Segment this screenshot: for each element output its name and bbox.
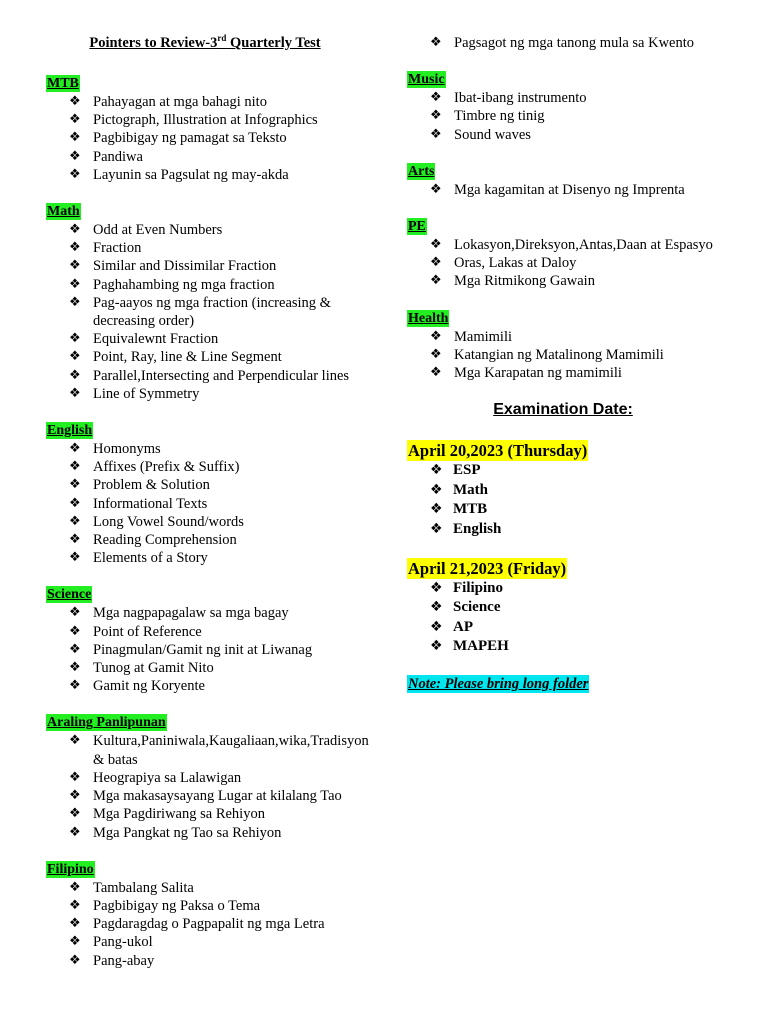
list-item-text: Lokasyon,Direksyon,Antas,Daan at Espasyo	[454, 237, 713, 254]
list-item-text: Pictograph, Illustration at Infographics	[93, 112, 318, 129]
list-item	[46, 166, 376, 184]
list-item-text: Equivalewnt Fraction	[93, 331, 219, 348]
diamond-bullet-icon: ❖	[430, 237, 442, 253]
continued-list	[407, 34, 747, 52]
list-item-text: Reading Comprehension	[93, 532, 237, 549]
list-item-text: Fraction	[93, 240, 142, 257]
diamond-bullet-icon: ❖	[69, 166, 81, 182]
diamond-bullet-icon: ❖	[69, 495, 81, 511]
list-item-text: Pang-ukol	[93, 934, 153, 951]
list-item-text: Heograpiya sa Lalawigan	[93, 769, 242, 786]
section-english	[46, 421, 376, 567]
list-item-text: Pag-aayos ng mga fraction (increasing & decreasing order)	[93, 294, 331, 330]
diamond-bullet-icon: ❖	[69, 294, 81, 310]
diamond-bullet-icon: ❖	[430, 346, 442, 362]
exam-subject-item	[407, 481, 747, 501]
note-row	[407, 675, 747, 693]
list-item	[46, 769, 376, 787]
section-heading: MTB	[47, 76, 79, 91]
exam-subject-text: MAPEH	[453, 638, 509, 655]
list-item-text: Odd at Even Numbers	[93, 222, 223, 239]
exam-subject-text: Science	[453, 599, 501, 616]
list-item	[407, 181, 747, 199]
diamond-bullet-icon: ❖	[69, 806, 81, 822]
list-item-text: Paghahambing ng mga fraction	[93, 276, 275, 293]
diamond-bullet-icon: ❖	[69, 258, 81, 274]
diamond-bullet-icon: ❖	[430, 521, 443, 538]
list-item-text: Parallel,Intersecting and Perpendicular lines	[93, 367, 350, 384]
examination-date-title: Examination Date:	[493, 401, 633, 419]
section-health	[407, 309, 747, 383]
list-item-text: Similar and Dissimilar Fraction	[93, 258, 277, 275]
section-science	[46, 585, 376, 695]
list-item	[407, 364, 747, 382]
diamond-bullet-icon: ❖	[69, 605, 81, 621]
list-item	[46, 531, 376, 549]
section-arts	[407, 162, 747, 199]
section-mtb	[46, 74, 376, 184]
list-item-text: Point, Ray, line & Line Segment	[93, 349, 282, 366]
list-item-text: Oras, Lakas at Daloy	[454, 255, 577, 272]
diamond-bullet-icon: ❖	[69, 367, 81, 383]
diamond-bullet-icon: ❖	[69, 459, 81, 475]
list-item	[46, 879, 376, 897]
exam-date-block	[407, 440, 747, 539]
left-sections	[46, 74, 376, 970]
list-item	[46, 641, 376, 659]
list-item	[46, 348, 376, 366]
document-title: Pointers to Review-3rd Quarterly Test	[89, 33, 321, 51]
list-item	[407, 34, 747, 52]
diamond-bullet-icon: ❖	[69, 148, 81, 164]
exam-subject-text: MTB	[453, 501, 488, 518]
diamond-bullet-icon: ❖	[430, 181, 442, 197]
list-item	[46, 294, 376, 330]
exam-subject-item	[407, 598, 747, 618]
list-item	[407, 254, 747, 272]
diamond-bullet-icon: ❖	[430, 35, 442, 50]
list-item	[407, 126, 747, 144]
exam-subject-text: Filipino	[453, 579, 504, 596]
exam-subject-item	[407, 637, 747, 657]
list-item	[46, 129, 376, 147]
section-item-list	[46, 604, 376, 695]
exam-subject-list	[407, 579, 747, 657]
section-item-list	[46, 93, 376, 184]
list-item-text: Katangian ng Matalinong Mamimili	[454, 346, 664, 363]
list-item-text: Mga Pangkat ng Tao sa Rehiyon	[93, 824, 282, 841]
exam-subject-text: AP	[453, 618, 473, 635]
exam-subject-text: ESP	[453, 462, 481, 479]
exam-subject-item	[407, 461, 747, 481]
list-item	[46, 787, 376, 805]
section-music	[407, 70, 747, 144]
list-item-text: Gamit ng Koryente	[93, 678, 205, 695]
diamond-bullet-icon: ❖	[69, 240, 81, 256]
diamond-bullet-icon: ❖	[430, 126, 442, 142]
diamond-bullet-icon: ❖	[69, 130, 81, 146]
diamond-bullet-icon: ❖	[430, 365, 442, 381]
list-item-text: Informational Texts	[93, 495, 208, 512]
list-item	[407, 89, 747, 107]
list-item	[46, 458, 376, 476]
note-text: Note: Please bring long folder	[408, 675, 589, 692]
diamond-bullet-icon: ❖	[430, 501, 443, 518]
list-item-text: Mga kagamitan at Disenyo ng Imprenta	[454, 181, 685, 198]
diamond-bullet-icon: ❖	[430, 618, 443, 635]
list-item	[407, 236, 747, 254]
section-item-list	[407, 89, 747, 144]
section-heading: English	[47, 423, 93, 439]
section-math	[46, 202, 376, 403]
exam-date-heading: April 21,2023 (Friday)	[408, 558, 567, 578]
diamond-bullet-icon: ❖	[69, 934, 81, 950]
exam-dates	[407, 440, 747, 657]
list-item-text: Pandiwa	[93, 148, 143, 165]
diamond-bullet-icon: ❖	[69, 769, 81, 785]
list-item	[407, 272, 747, 290]
list-item	[46, 824, 376, 842]
list-item	[46, 677, 376, 695]
list-item	[46, 93, 376, 111]
list-item-text: Affixes (Prefix & Suffix)	[93, 459, 240, 476]
list-item	[46, 623, 376, 641]
section-heading: Araling Panlipunan	[47, 715, 166, 731]
list-item-text: Layunin sa Pagsulat ng may-akda	[93, 166, 289, 183]
diamond-bullet-icon: ❖	[69, 349, 81, 365]
list-item-text: Mga Pagdiriwang sa Rehiyon	[93, 806, 265, 823]
list-item	[407, 346, 747, 364]
exam-subject-list	[407, 461, 747, 539]
list-item-text: Kultura,Paniniwala,Kaugaliaan,wika,Tradisyon & batas	[93, 733, 369, 768]
list-item-text: Long Vowel Sound/words	[93, 513, 244, 530]
section-heading: PE	[408, 219, 426, 235]
diamond-bullet-icon: ❖	[69, 660, 81, 676]
list-item	[46, 367, 376, 385]
diamond-bullet-icon: ❖	[69, 385, 81, 401]
diamond-bullet-icon: ❖	[69, 733, 81, 749]
list-item-text: Elements of a Story	[93, 550, 208, 567]
section-heading: Arts	[408, 163, 435, 179]
diamond-bullet-icon: ❖	[430, 108, 442, 124]
list-item	[46, 513, 376, 531]
section-item-list	[407, 236, 747, 291]
list-item-text: Homonyms	[93, 441, 161, 458]
diamond-bullet-icon: ❖	[430, 273, 442, 289]
list-item	[46, 476, 376, 494]
section-araling-panlipunan	[46, 713, 376, 841]
list-item-text: Problem & Solution	[93, 477, 210, 494]
list-item-text: Pagbibigay ng Paksa o Tema	[93, 897, 261, 914]
diamond-bullet-icon: ❖	[69, 916, 81, 932]
list-item	[46, 221, 376, 239]
diamond-bullet-icon: ❖	[69, 94, 81, 109]
list-item-text: Line of Symmetry	[93, 385, 200, 402]
exam-subject-item	[407, 500, 747, 520]
exam-subject-item	[407, 618, 747, 638]
list-item	[407, 107, 747, 125]
list-item	[46, 148, 376, 166]
list-item-text: Point of Reference	[93, 623, 202, 640]
list-item-text: Mga makasaysayang Lugar at kilalang Tao	[93, 788, 342, 805]
diamond-bullet-icon: ❖	[69, 532, 81, 548]
diamond-bullet-icon: ❖	[69, 550, 81, 566]
diamond-bullet-icon: ❖	[69, 641, 81, 657]
list-item-text: Pagbibigay ng pamagat sa Teksto	[93, 130, 287, 147]
section-heading: Science	[47, 587, 92, 603]
list-item-text: Pahayagan at mga bahagi nito	[93, 94, 267, 110]
list-item	[46, 440, 376, 458]
section-item-list	[46, 440, 376, 567]
section-item-list	[46, 879, 376, 970]
section-item-list	[46, 732, 376, 841]
list-item	[46, 257, 376, 275]
diamond-bullet-icon: ❖	[69, 788, 81, 804]
list-item-text: Timbre ng tinig	[454, 108, 545, 125]
list-item-text: Tambalang Salita	[93, 879, 194, 896]
list-item	[46, 897, 376, 915]
exam-subject-text: English	[453, 521, 502, 538]
list-item-text: Ibat-ibang instrumento	[454, 90, 587, 107]
diamond-bullet-icon: ❖	[430, 462, 443, 479]
list-item	[46, 732, 376, 768]
diamond-bullet-icon: ❖	[69, 276, 81, 292]
diamond-bullet-icon: ❖	[69, 824, 81, 840]
diamond-bullet-icon: ❖	[69, 897, 81, 913]
section-pe	[407, 217, 747, 291]
diamond-bullet-icon: ❖	[69, 331, 81, 347]
list-item	[46, 604, 376, 622]
exam-date-heading: April 20,2023 (Thursday)	[408, 441, 588, 461]
list-item	[46, 915, 376, 933]
list-item	[46, 933, 376, 951]
diamond-bullet-icon: ❖	[430, 599, 443, 616]
list-item	[46, 239, 376, 257]
left-column	[46, 34, 376, 988]
list-item	[46, 330, 376, 348]
exam-subject-item	[407, 579, 747, 599]
list-item	[46, 805, 376, 823]
section-filipino	[46, 860, 376, 970]
section-heading: Math	[47, 204, 80, 220]
list-item-text: Mamimili	[454, 328, 512, 345]
section-item-list	[407, 328, 747, 383]
exam-date-block	[407, 558, 747, 657]
right-column	[407, 34, 747, 693]
diamond-bullet-icon: ❖	[430, 579, 443, 596]
section-heading: Health	[408, 310, 449, 326]
diamond-bullet-icon: ❖	[69, 112, 81, 128]
list-item-text: Pagdaragdag o Pagpapalit ng mga Letra	[93, 916, 325, 933]
list-item	[46, 495, 376, 513]
exam-subject-item	[407, 520, 747, 540]
diamond-bullet-icon: ❖	[69, 513, 81, 529]
section-heading: Filipino	[47, 861, 94, 877]
list-item-text: Sound waves	[454, 126, 531, 143]
list-item	[407, 328, 747, 346]
list-item-text: Mga nagpapagalaw sa mga bagay	[93, 605, 289, 622]
diamond-bullet-icon: ❖	[430, 638, 443, 655]
list-item	[46, 952, 376, 970]
diamond-bullet-icon: ❖	[430, 255, 442, 271]
diamond-bullet-icon: ❖	[430, 90, 442, 106]
diamond-bullet-icon: ❖	[430, 481, 443, 498]
diamond-bullet-icon: ❖	[69, 879, 81, 895]
diamond-bullet-icon: ❖	[69, 477, 81, 493]
list-item	[46, 385, 376, 403]
diamond-bullet-icon: ❖	[69, 441, 81, 457]
diamond-bullet-icon: ❖	[69, 623, 81, 639]
list-item-text: Mga Karapatan ng mamimili	[454, 365, 622, 382]
list-item	[46, 111, 376, 129]
exam-subject-text: Math	[453, 481, 488, 498]
list-item-text: Mga Ritmikong Gawain	[454, 273, 595, 290]
diamond-bullet-icon: ❖	[430, 328, 442, 344]
right-sections	[407, 70, 747, 382]
list-item	[46, 276, 376, 294]
list-item	[46, 659, 376, 677]
list-item-text: Pagsagot ng mga tanong mula sa Kwento	[454, 35, 695, 51]
section-item-list	[407, 181, 747, 199]
list-item-text: Pinagmulan/Gamit ng init at Liwanag	[93, 641, 313, 658]
list-item	[46, 549, 376, 567]
diamond-bullet-icon: ❖	[69, 952, 81, 968]
diamond-bullet-icon: ❖	[69, 678, 81, 694]
diamond-bullet-icon: ❖	[69, 222, 81, 238]
list-item-text: Tunog at Gamit Nito	[93, 660, 214, 677]
section-heading: Music	[408, 72, 445, 88]
list-item-text: Pang-abay	[93, 952, 155, 969]
section-item-list	[46, 221, 376, 403]
